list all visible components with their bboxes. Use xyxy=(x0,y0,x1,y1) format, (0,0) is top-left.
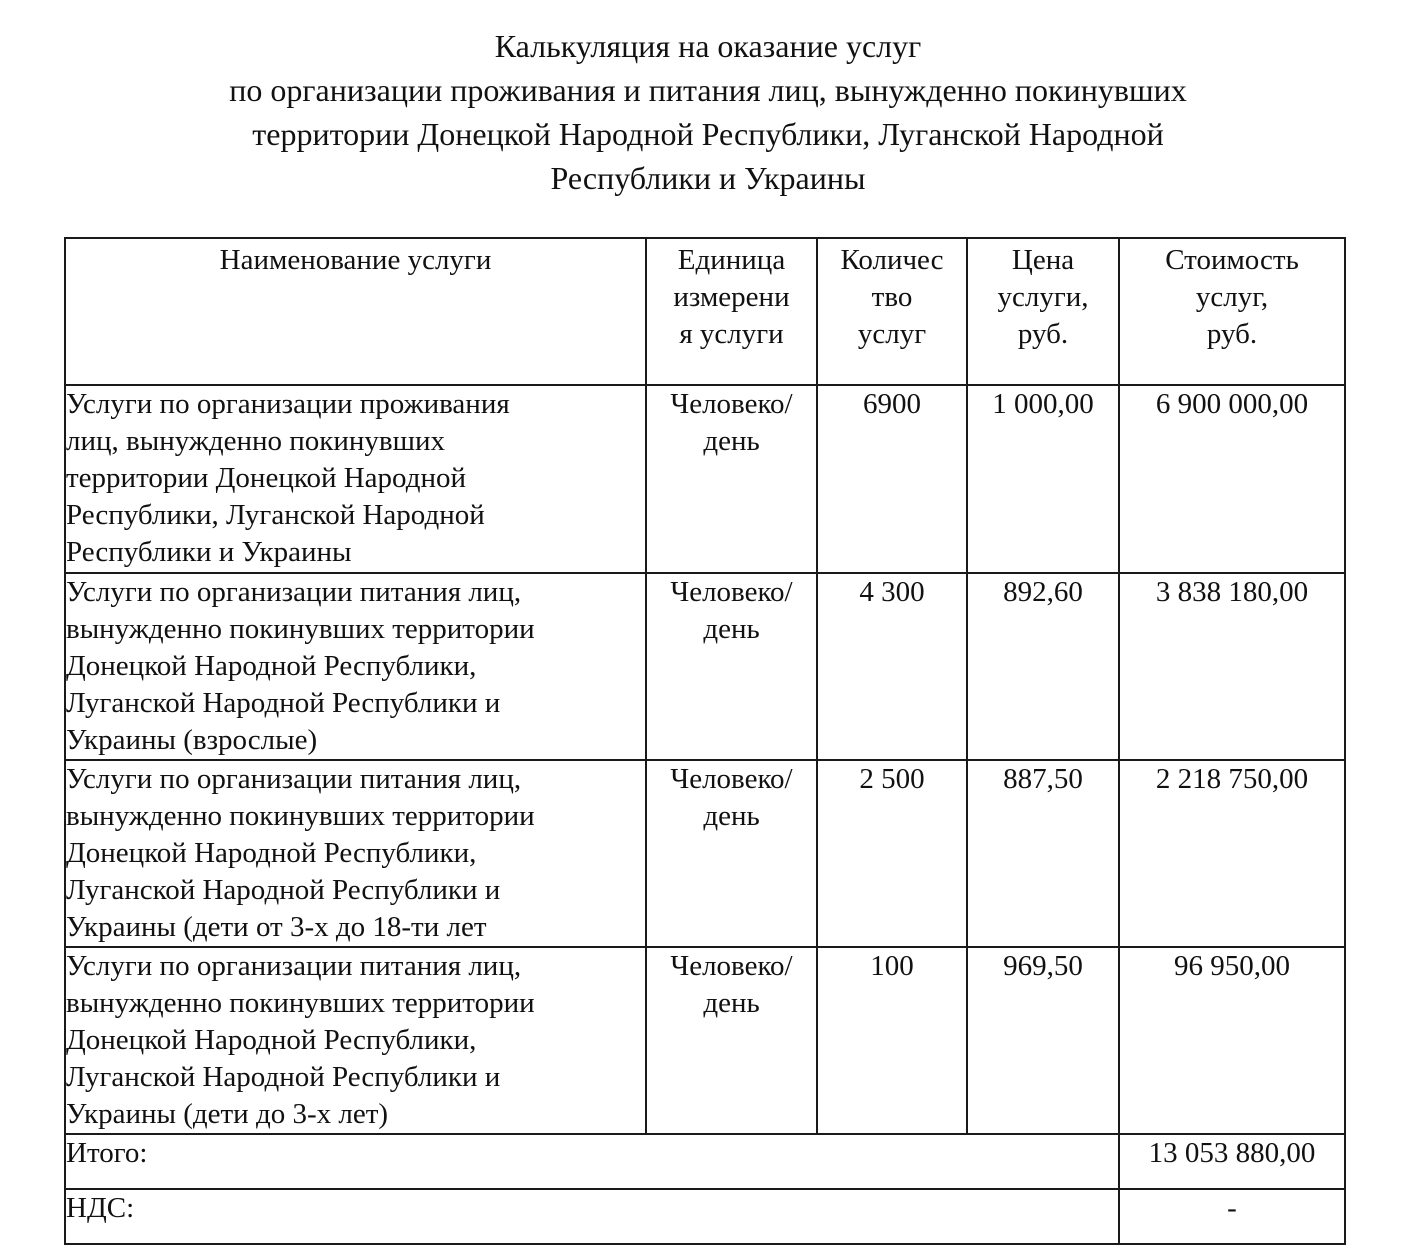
header-cost: Стоимость услуг, руб. xyxy=(1119,238,1345,385)
service-name-cell: Услуги по организации проживания лиц, вынужденно покинувших территории Донецкой Народной Республики, Луганской Народной Республики и Украины xyxy=(65,385,646,573)
unit-cell: Человеко/ день xyxy=(646,573,817,760)
table-row xyxy=(65,947,1345,1134)
total-value: 13 053 880,00 xyxy=(1119,1134,1345,1189)
total-row xyxy=(65,1134,1345,1189)
title-line-3: территории Донецкой Народной Республики, Луганской Народной xyxy=(252,116,1164,152)
quantity-cell: 2 500 xyxy=(817,760,967,947)
price-cell: 892,60 xyxy=(967,573,1119,760)
vat-row xyxy=(65,1189,1345,1244)
quantity-cell: 100 xyxy=(817,947,967,1134)
service-name-cell: Услуги по организации питания лиц, вынужденно покинувших территории Донецкой Народной Республики, Луганской Народной Республики и Украины (дети от 3-х до 18-ти лет xyxy=(65,760,646,947)
document-title xyxy=(0,24,1416,200)
table-row xyxy=(65,760,1345,947)
unit-cell: Человеко/ день xyxy=(646,385,817,573)
cost-cell: 6 900 000,00 xyxy=(1119,385,1345,573)
table-row xyxy=(65,385,1345,573)
quantity-cell: 4 300 xyxy=(817,573,967,760)
cost-cell: 3 838 180,00 xyxy=(1119,573,1345,760)
vat-value: - xyxy=(1119,1189,1345,1244)
table-header-row xyxy=(65,238,1345,385)
header-service-name: Наименование услуги xyxy=(65,238,646,385)
price-cell: 969,50 xyxy=(967,947,1119,1134)
service-name-cell: Услуги по организации питания лиц, вынужденно покинувших территории Донецкой Народной Республики, Луганской Народной Республики и Украины (взрослые) xyxy=(65,573,646,760)
title-line-4: Республики и Украины xyxy=(550,160,866,196)
service-name-cell: Услуги по организации питания лиц, вынужденно покинувших территории Донецкой Народной Республики, Луганской Народной Республики и Украины (дети до 3-х лет) xyxy=(65,947,646,1134)
cost-cell: 2 218 750,00 xyxy=(1119,760,1345,947)
header-quantity: Количес тво услуг xyxy=(817,238,967,385)
header-price: Цена услуги, руб. xyxy=(967,238,1119,385)
price-cell: 1 000,00 xyxy=(967,385,1119,573)
table-row xyxy=(65,573,1345,760)
quantity-cell: 6900 xyxy=(817,385,967,573)
header-unit: Единица измерени я услуги xyxy=(646,238,817,385)
price-cell: 887,50 xyxy=(967,760,1119,947)
calculation-table xyxy=(64,237,1346,1245)
title-line-2: по организации проживания и питания лиц, вынужденно покинувших xyxy=(229,72,1187,108)
cost-cell: 96 950,00 xyxy=(1119,947,1345,1134)
unit-cell: Человеко/ день xyxy=(646,760,817,947)
vat-label: НДС: xyxy=(65,1189,1119,1244)
title-line-1: Калькуляция на оказание услуг xyxy=(494,28,922,64)
total-label: Итого: xyxy=(65,1134,1119,1189)
unit-cell: Человеко/ день xyxy=(646,947,817,1134)
